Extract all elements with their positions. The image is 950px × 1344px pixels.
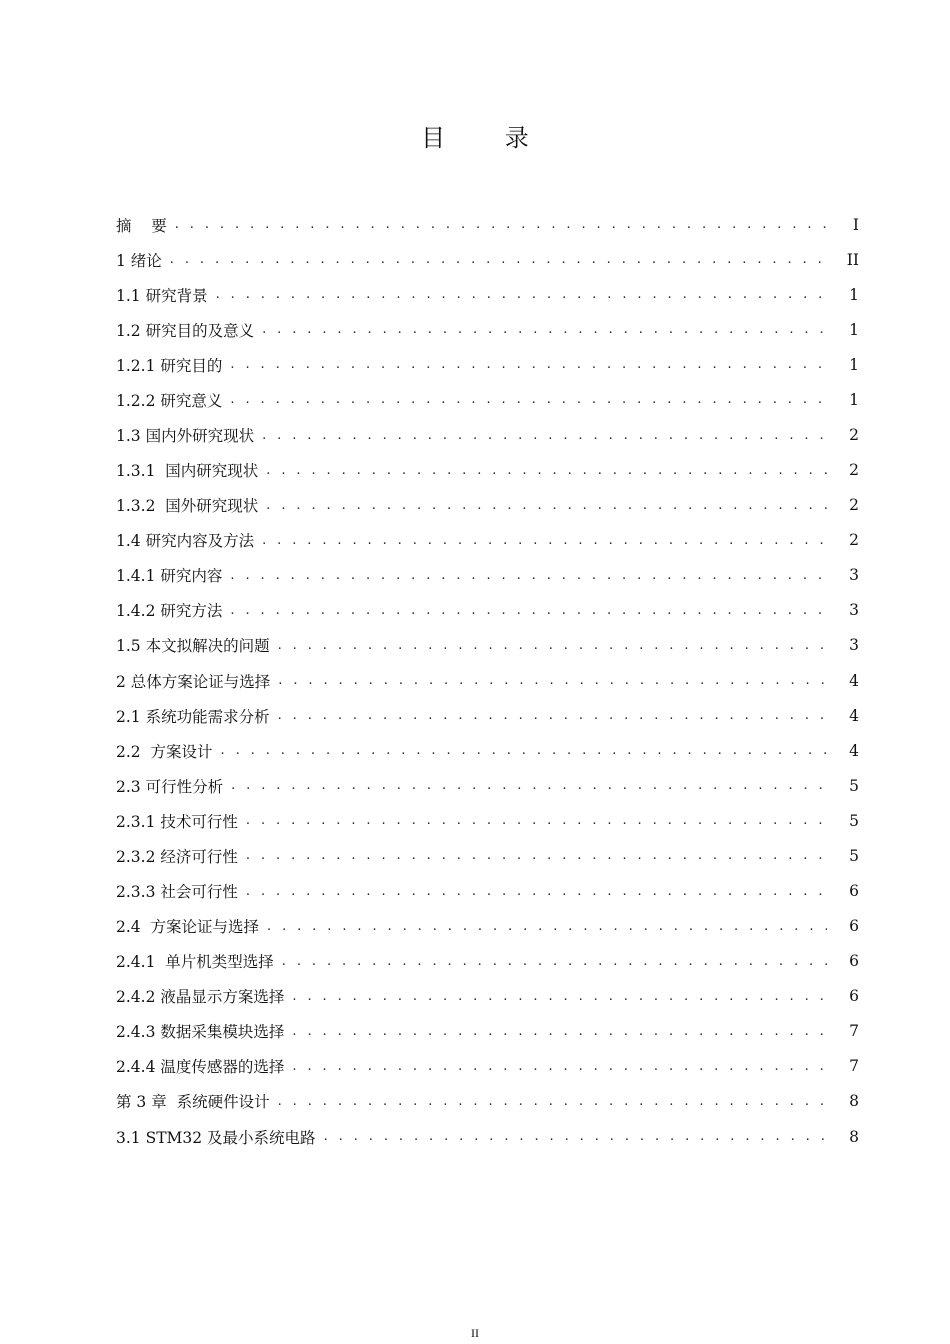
- toc-dot-leader: [230, 358, 827, 371]
- toc-entry-page: 1: [849, 320, 859, 339]
- toc-entry-page: 3: [849, 601, 859, 620]
- toc-entry[interactable]: [116, 698, 859, 733]
- toc-dot-leader: [231, 779, 827, 792]
- toc-dot-leader: [266, 499, 827, 512]
- toc-dot-leader: [262, 534, 827, 547]
- toc-entry[interactable]: [116, 277, 859, 312]
- toc-entry-page: 2: [849, 426, 859, 444]
- toc-dot-leader: [278, 1095, 827, 1108]
- toc-entry-page: 4: [849, 706, 859, 725]
- toc-entry-page: 5: [849, 776, 859, 795]
- toc-dot-leader: [278, 674, 827, 687]
- toc-dot-leader: [230, 393, 827, 406]
- toc-entry[interactable]: [116, 488, 859, 523]
- toc-dot-leader: [292, 990, 827, 1003]
- toc-entry-page: 6: [849, 882, 859, 901]
- toc-entry-label: 1.2.2 研究意义: [116, 391, 223, 410]
- toc-entry-label: 1.3 国内外研究现状: [116, 427, 255, 445]
- toc-entry-label: 2.4 方案论证与选择: [116, 918, 260, 937]
- toc-entry-label: 1.3.2 国外研究现状: [116, 497, 259, 516]
- toc-entry[interactable]: [116, 417, 859, 452]
- toc-entry-label: 2.4.3 数据采集模块选择: [116, 1023, 285, 1042]
- toc-entry[interactable]: [116, 207, 859, 242]
- toc-entry[interactable]: [116, 803, 859, 838]
- toc-entry[interactable]: [116, 347, 859, 382]
- toc-entry[interactable]: [116, 628, 859, 663]
- toc-entry-page: 4: [849, 741, 859, 760]
- toc-dot-leader: [278, 709, 827, 722]
- toc-entry[interactable]: [116, 1049, 859, 1084]
- toc-dot-leader: [266, 464, 827, 477]
- toc-entry-label: 2.3 可行性分析: [116, 777, 224, 796]
- toc-entry[interactable]: [116, 733, 859, 768]
- toc-dot-leader: [246, 814, 827, 827]
- toc-entry-page: 5: [849, 811, 859, 830]
- toc-dot-leader: [216, 288, 827, 301]
- page-number: II: [471, 1326, 479, 1340]
- toc-entry-label: 2.4.4 温度传感器的选择: [116, 1058, 285, 1077]
- toc-entry-label: 2.1 系统功能需求分析: [116, 707, 270, 726]
- toc-dot-leader: [230, 604, 827, 617]
- toc-entry-page: 7: [849, 1022, 859, 1041]
- toc-entry[interactable]: [116, 944, 859, 979]
- toc-entry-label: 1.2.1 研究目的: [116, 356, 223, 375]
- toc-entry[interactable]: [116, 1084, 859, 1119]
- toc-entry-label: 第 3 章 系统硬件设计: [116, 1093, 270, 1112]
- toc-entry[interactable]: [116, 663, 859, 698]
- toc-entry-page: 4: [849, 671, 859, 690]
- toc-entry[interactable]: [116, 242, 859, 277]
- toc-entry-label: 1 绪论: [116, 251, 162, 270]
- toc-dot-leader: [262, 323, 827, 336]
- toc-entry-page: 6: [849, 952, 859, 971]
- toc-entry[interactable]: [116, 768, 859, 803]
- toc-entry-label: 2 总体方案论证与选择: [116, 672, 271, 691]
- toc-entry-page: 8: [849, 1127, 859, 1146]
- toc-dot-leader: [175, 218, 827, 231]
- toc-entry-page: 8: [849, 1092, 859, 1111]
- toc-dot-leader: [292, 1060, 827, 1073]
- toc-entry-label: 2.2 方案设计: [116, 742, 213, 761]
- toc-entry[interactable]: [116, 558, 859, 593]
- toc-dot-leader: [170, 253, 827, 266]
- toc-entry-page: 1: [849, 285, 859, 304]
- toc-entry-label: 2.3.1 技术可行性: [116, 812, 238, 831]
- toc-entry[interactable]: [116, 312, 859, 347]
- toc-entry[interactable]: [116, 1119, 859, 1154]
- toc-entry-page: I: [852, 215, 859, 234]
- toc-entry-label: 摘 要: [116, 216, 167, 235]
- toc-entry-label: 2.4.2 液晶显示方案选择: [116, 988, 285, 1007]
- toc-entry[interactable]: [116, 979, 859, 1014]
- toc-entry[interactable]: [116, 838, 859, 873]
- toc-dot-leader: [282, 955, 827, 968]
- toc-dot-leader: [278, 639, 827, 652]
- toc-entry-page: 5: [849, 846, 859, 865]
- toc-entry[interactable]: [116, 523, 859, 558]
- toc-entry-page: 7: [849, 1057, 859, 1076]
- toc-dot-leader: [292, 1025, 827, 1038]
- toc-entry[interactable]: [116, 873, 859, 908]
- toc-entry[interactable]: [116, 909, 859, 944]
- toc-entry-label: 2.3.2 经济可行性: [116, 847, 238, 866]
- toc-entry-page: 6: [849, 917, 859, 936]
- toc-entry-label: 1.4.1 研究内容: [116, 567, 223, 586]
- toc-entry-label: 1.4 研究内容及方法: [116, 532, 255, 551]
- toc-entry-page: 2: [849, 496, 859, 515]
- toc-entry[interactable]: [116, 593, 859, 628]
- toc-entry-label: 1.5 本文拟解决的问题: [116, 637, 270, 656]
- toc-entry-page: 1: [849, 390, 859, 409]
- toc-entry[interactable]: [116, 1014, 859, 1049]
- toc-entry-label: 2.3.3 社会可行性: [116, 883, 238, 902]
- toc-entry-label: 1.2 研究目的及意义: [116, 321, 255, 340]
- toc-dot-leader: [246, 885, 827, 898]
- toc-entry[interactable]: [116, 382, 859, 417]
- toc-entry-page: 2: [849, 531, 859, 550]
- toc-entry-label: 2.4.1 单片机类型选择: [116, 953, 274, 972]
- toc-entry-page: 3: [849, 566, 859, 585]
- toc-entry-page: 2: [849, 461, 859, 480]
- toc-entry-label: 3.1 STM32 及最小系统电路: [116, 1128, 316, 1147]
- toc-entry-label: 1.1 研究背景: [116, 286, 208, 305]
- toc-entry-page: II: [846, 250, 859, 269]
- toc-dot-leader: [246, 849, 827, 862]
- toc-entry-label: 1.3.1 国内研究现状: [116, 462, 259, 481]
- toc-entry[interactable]: [116, 453, 859, 488]
- toc-entry-page: 6: [849, 987, 859, 1006]
- page-title: 目 录: [421, 124, 555, 152]
- toc-entry-label: 1.4.2 研究方法: [116, 602, 223, 621]
- toc-entry-page: 1: [849, 355, 859, 374]
- toc-dot-leader: [230, 569, 827, 582]
- toc-dot-leader: [221, 744, 827, 757]
- toc-dot-leader: [267, 920, 827, 933]
- toc-entry-page: 3: [849, 636, 859, 655]
- toc-dot-leader: [324, 1130, 827, 1143]
- toc-dot-leader: [262, 429, 827, 442]
- table-of-contents: [116, 207, 859, 1154]
